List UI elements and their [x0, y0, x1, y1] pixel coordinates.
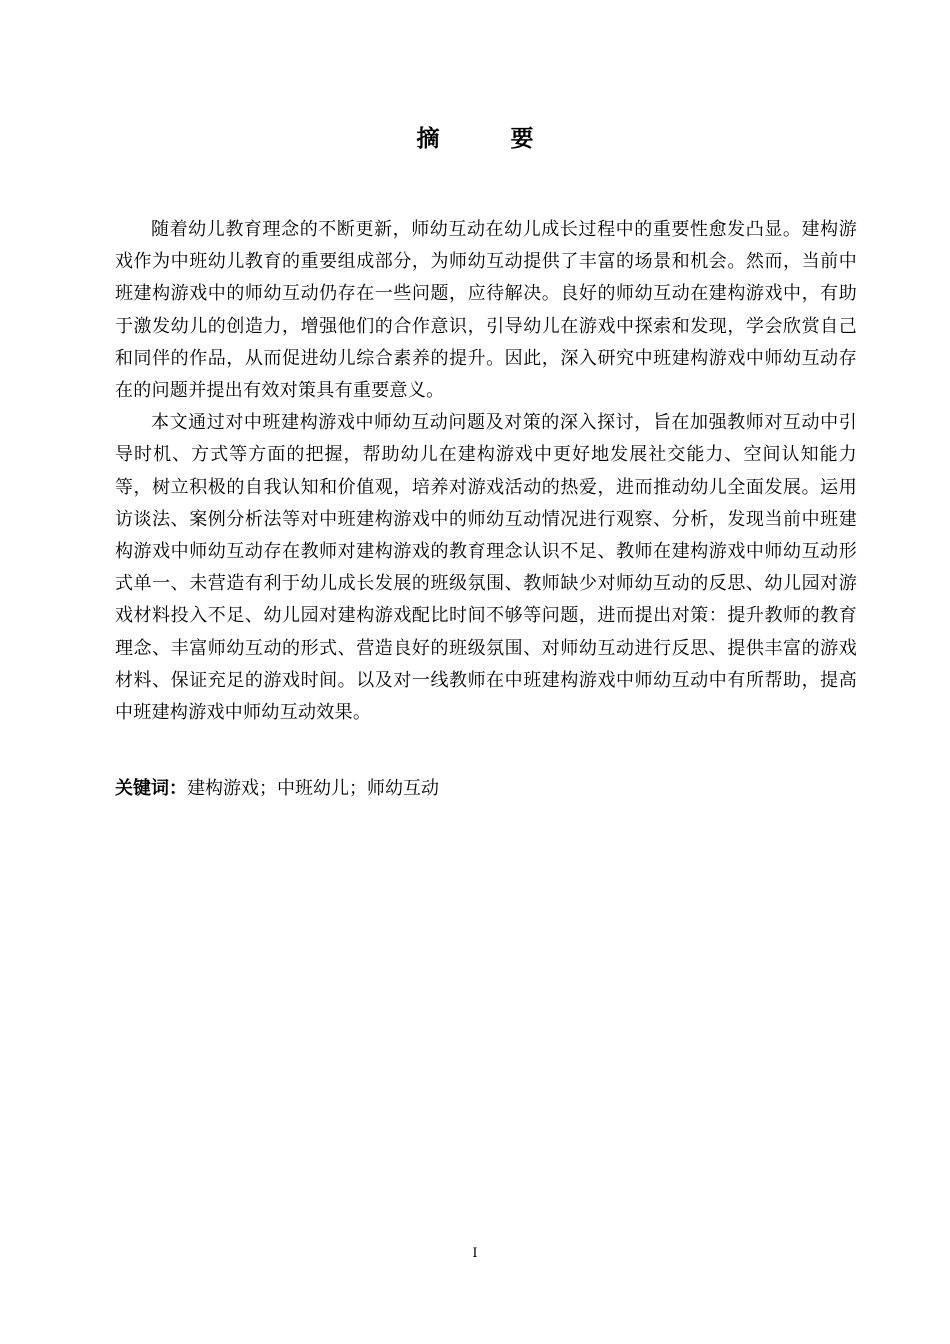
abstract-paragraph-2: 本文通过对中班建构游戏中师幼互动问题及对策的深入探讨，旨在加强教师对互动中引导时机、方式等方面的把握，帮助幼儿在建构游戏中更好地发展社交能力、空间认知能力等，树立积极的自我认知和价值观，培养对游戏活动的热爱，进而推动幼儿全面发展。运用访谈法、案例分析法等对中班建构游戏中的师幼互动情况进行观察、分析，发现当前中班建构游戏中师幼互动存在教师对建构游戏的教育理念认识不足、教师在建构游戏中师幼互动形式单一、未营造有利于幼儿成长发展的班级氛围、教师缺少对师幼互动的反思、幼儿园对游戏材料投入不足、幼儿园对建构游戏配比时间不够等问题，进而提出对策：提升教师的教育理念、丰富师幼互动的形式、营造良好的班级氛围、对师幼互动进行反思、提供丰富的游戏材料、保证充足的游戏时间。以及对一线教师在中班建构游戏中师幼互动中有所帮助，提高中班建构游戏中师幼互动效果。 [115, 412, 857, 724]
page-number: I [472, 1246, 478, 1261]
keywords-line [115, 775, 857, 803]
keywords-label: 关键词： [115, 778, 187, 799]
abstract-body [115, 214, 857, 729]
keywords-list: 建构游戏；中班幼儿；师幼互动 [187, 778, 439, 799]
abstract-title: 摘 要 [416, 126, 558, 152]
abstract-paragraph-1: 随着幼儿教育理念的不断更新，师幼互动在幼儿成长过程中的重要性愈发凸显。建构游戏作为中班幼儿教育的重要组成部分，为师幼互动提供了丰富的场景和机会。然而，当前中班建构游戏中的师幼互动仍存在一些问题，应待解决。良好的师幼互动在建构游戏中，有助于激发幼儿的创造力，增强他们的合作意识，引导幼儿在游戏中探索和发现，学会欣赏自己和同伴的作品，从而促进幼儿综合素养的提升。因此，深入研究中班建构游戏中师幼互动存在的问题并提出有效对策具有重要意义。 [115, 219, 857, 402]
